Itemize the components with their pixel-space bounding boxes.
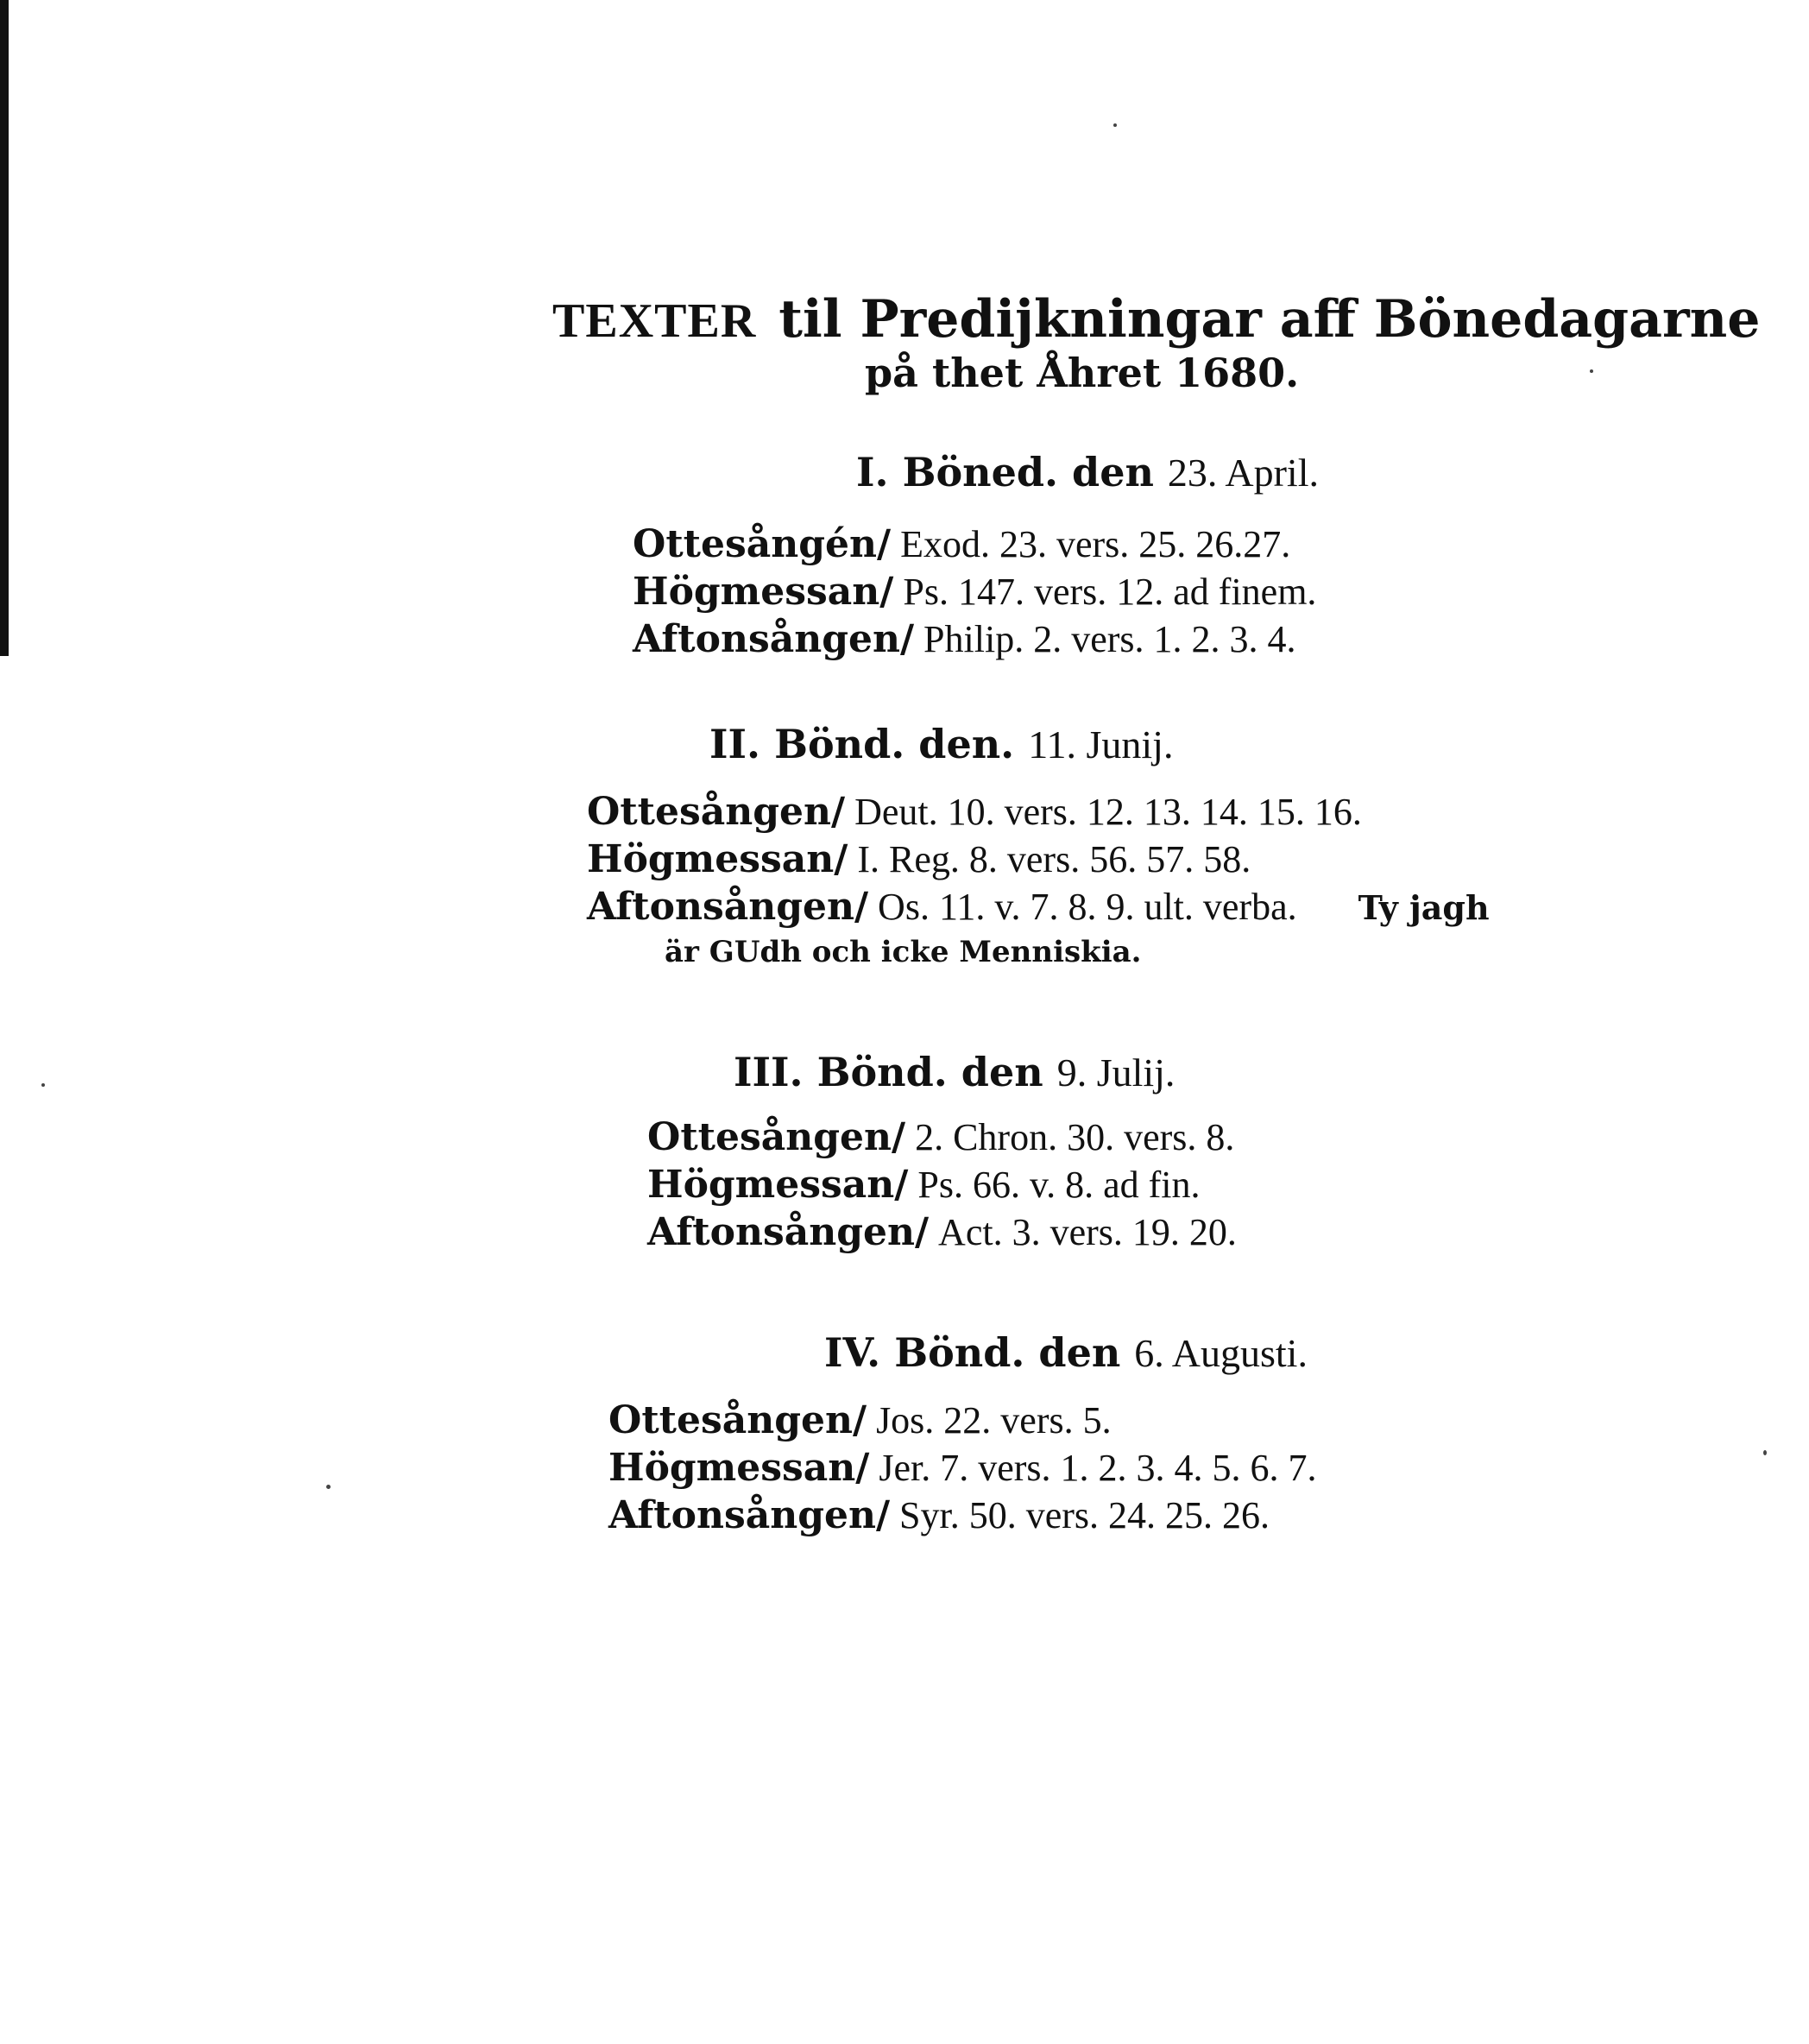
scripture-reference: Ps. 66. v. 8. ad fin. (917, 1164, 1201, 1206)
day-label: Bönd. den (894, 1329, 1121, 1376)
day-number: III. (734, 1049, 804, 1095)
scripture-reference: Jos. 22. vers. 5. (876, 1399, 1112, 1442)
text-entry (647, 1115, 1234, 1160)
day-date: 23. April. (1167, 451, 1319, 495)
scripture-reference: Ps. 147. vers. 12. ad finem. (903, 571, 1317, 613)
scripture-reference: Philip. 2. vers. 1. 2. 3. 4. (923, 618, 1296, 660)
day-date: 9. Julij. (1056, 1050, 1176, 1095)
text-entry (587, 837, 1251, 882)
print-speck (326, 1485, 331, 1489)
day-heading (734, 1049, 1175, 1095)
day-label: Bönd. den (816, 1049, 1043, 1095)
quotation-start: Ty jagh (1358, 888, 1490, 927)
day-number: I. (856, 449, 889, 495)
text-entry (587, 790, 1362, 835)
day-label: Böned. den (902, 449, 1154, 495)
quotation-continuation: är GUdh och icke Menniskia. (665, 935, 1142, 969)
text-entry (633, 617, 1296, 662)
scripture-reference: 2. Chron. 30. vers. 8. (915, 1116, 1235, 1158)
day-heading (709, 721, 1173, 767)
service-name: Ottesångén/ (633, 522, 892, 566)
text-entry (647, 1210, 1237, 1255)
scripture-reference: Os. 11. v. 7. 8. 9. ult. verba. (878, 886, 1297, 928)
day-number: IV. (824, 1329, 881, 1376)
print-speck (1113, 123, 1117, 127)
day-heading (824, 1329, 1308, 1376)
title-gothic: til Predijkningar aff Bönedagarne (778, 289, 1761, 350)
service-name: Högmessan/ (647, 1163, 909, 1207)
service-name: Ottesången/ (587, 790, 846, 834)
page-binding-edge (0, 0, 9, 656)
scripture-reference: Jer. 7. vers. 1. 2. 3. 4. 5. 6. 7. (879, 1447, 1317, 1489)
text-entry (608, 1446, 1317, 1491)
day-heading (856, 449, 1319, 495)
print-speck (41, 1083, 45, 1087)
service-name: Högmessan/ (633, 570, 894, 614)
text-entry (608, 1398, 1112, 1443)
scripture-reference: Act. 3. vers. 19. 20. (938, 1211, 1237, 1253)
title-latin: TEXTER (552, 294, 757, 348)
text-entry (633, 570, 1316, 615)
page-title (552, 289, 1760, 350)
day-number: II. (709, 721, 761, 767)
text-entry (608, 1493, 1270, 1538)
service-name: Aftonsången/ (587, 885, 869, 929)
service-name: Ottesången/ (608, 1398, 867, 1442)
print-speck (1763, 1450, 1767, 1455)
text-entry (587, 885, 1490, 931)
scripture-reference: Exod. 23. vers. 25. 26.27. (900, 523, 1291, 565)
service-name: Aftonsången/ (647, 1210, 930, 1254)
page-subtitle: på thet Åhret 1680. (865, 350, 1300, 396)
text-entry (647, 1163, 1201, 1208)
text-entry (633, 522, 1290, 567)
scripture-reference: Syr. 50. vers. 24. 25. 26. (899, 1494, 1270, 1536)
service-name: Högmessan/ (608, 1446, 870, 1490)
service-name: Högmessan/ (587, 837, 848, 881)
day-date: 11. Junij. (1028, 722, 1174, 766)
scripture-reference: Deut. 10. vers. 12. 13. 14. 15. 16. (854, 791, 1362, 833)
print-speck (1590, 369, 1593, 373)
service-name: Aftonsången/ (633, 617, 915, 661)
scripture-reference: I. Reg. 8. vers. 56. 57. 58. (857, 838, 1251, 880)
day-date: 6. Augusti. (1134, 1331, 1308, 1375)
service-name: Ottesången/ (647, 1115, 906, 1159)
service-name: Aftonsången/ (608, 1493, 891, 1537)
day-label: Bönd. den. (774, 721, 1015, 767)
